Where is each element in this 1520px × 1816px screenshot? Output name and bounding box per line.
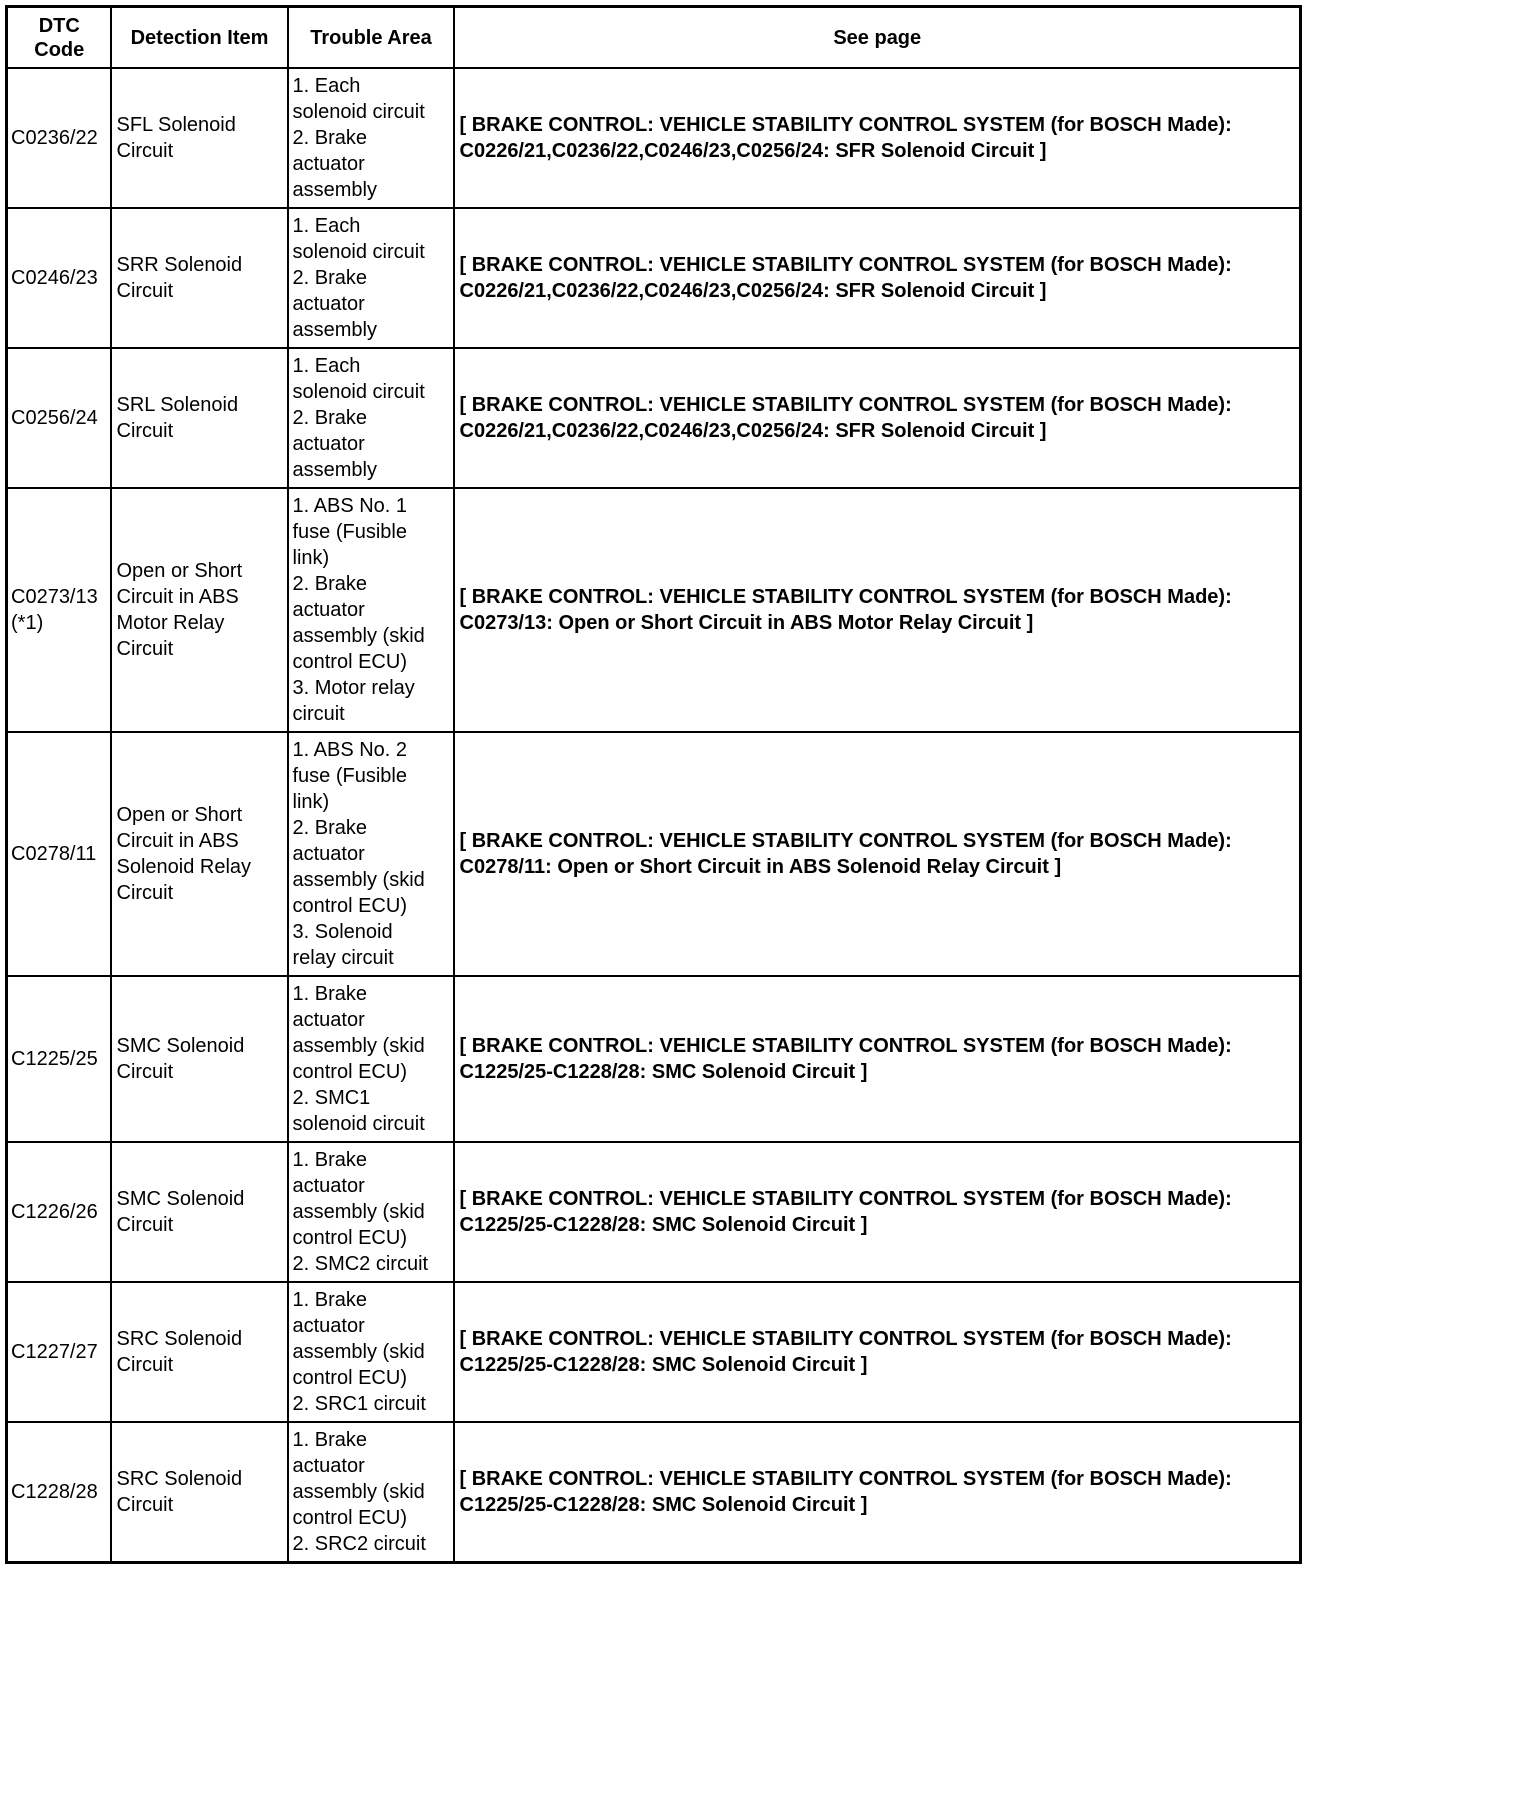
detection-item-cell: SMC Solenoid Circuit	[111, 976, 288, 1142]
table-row	[7, 732, 1301, 976]
dtc-code-cell: C1226/26	[7, 1142, 111, 1282]
see-page-link[interactable]: [ BRAKE CONTROL: VEHICLE STABILITY CONTROL SYSTEM (for BOSCH Made): C0226/21,C0236/22,C0246/23,C0256/24: SFR Solenoid Circuit ]	[454, 348, 1301, 488]
trouble-area-cell: 1. Brake actuator assembly (skid control ECU) 2. SRC1 circuit	[288, 1282, 454, 1422]
detection-item-cell: SRL Solenoid Circuit	[111, 348, 288, 488]
detection-item-cell: Open or Short Circuit in ABS Motor Relay Circuit	[111, 488, 288, 732]
header-dtc-code: DTC Code	[7, 7, 111, 69]
see-page-link[interactable]: [ BRAKE CONTROL: VEHICLE STABILITY CONTROL SYSTEM (for BOSCH Made): C0226/21,C0236/22,C0246/23,C0256/24: SFR Solenoid Circuit ]	[454, 68, 1301, 208]
header-detection-item: Detection Item	[111, 7, 288, 69]
header-trouble-area: Trouble Area	[288, 7, 454, 69]
detection-item-cell: SRC Solenoid Circuit	[111, 1282, 288, 1422]
see-page-link[interactable]: [ BRAKE CONTROL: VEHICLE STABILITY CONTROL SYSTEM (for BOSCH Made): C0278/11: Open or Short Circuit in ABS Solenoid Relay Circuit ]	[454, 732, 1301, 976]
table-row	[7, 488, 1301, 732]
table-row	[7, 208, 1301, 348]
dtc-code-cell: C1225/25	[7, 976, 111, 1142]
header-row	[7, 7, 1301, 69]
header-see-page: See page	[454, 7, 1301, 69]
detection-item-cell: SRR Solenoid Circuit	[111, 208, 288, 348]
table-row	[7, 1422, 1301, 1562]
detection-item-cell: Open or Short Circuit in ABS Solenoid Relay Circuit	[111, 732, 288, 976]
dtc-code-cell: C1228/28	[7, 1422, 111, 1562]
table-row	[7, 976, 1301, 1142]
dtc-code-cell: C0236/22	[7, 68, 111, 208]
trouble-area-cell: 1. Brake actuator assembly (skid control ECU) 2. SMC1 solenoid circuit	[288, 976, 454, 1142]
trouble-area-cell: 1. Each solenoid circuit 2. Brake actuator assembly	[288, 68, 454, 208]
see-page-link[interactable]: [ BRAKE CONTROL: VEHICLE STABILITY CONTROL SYSTEM (for BOSCH Made): C1225/25-C1228/28: SMC Solenoid Circuit ]	[454, 1142, 1301, 1282]
dtc-code-cell: C0273/13 (*1)	[7, 488, 111, 732]
dtc-code-cell: C1227/27	[7, 1282, 111, 1422]
trouble-area-cell: 1. Each solenoid circuit 2. Brake actuator assembly	[288, 348, 454, 488]
trouble-area-cell: 1. Brake actuator assembly (skid control ECU) 2. SRC2 circuit	[288, 1422, 454, 1562]
detection-item-cell: SFL Solenoid Circuit	[111, 68, 288, 208]
dtc-table	[5, 5, 1302, 1564]
see-page-link[interactable]: [ BRAKE CONTROL: VEHICLE STABILITY CONTROL SYSTEM (for BOSCH Made): C0226/21,C0236/22,C0246/23,C0256/24: SFR Solenoid Circuit ]	[454, 208, 1301, 348]
trouble-area-cell: 1. Brake actuator assembly (skid control ECU) 2. SMC2 circuit	[288, 1142, 454, 1282]
trouble-area-cell: 1. ABS No. 1 fuse (Fusible link) 2. Brake actuator assembly (skid control ECU) 3. Motor relay circuit	[288, 488, 454, 732]
see-page-link[interactable]: [ BRAKE CONTROL: VEHICLE STABILITY CONTROL SYSTEM (for BOSCH Made): C1225/25-C1228/28: SMC Solenoid Circuit ]	[454, 1282, 1301, 1422]
detection-item-cell: SRC Solenoid Circuit	[111, 1422, 288, 1562]
see-page-link[interactable]: [ BRAKE CONTROL: VEHICLE STABILITY CONTROL SYSTEM (for BOSCH Made): C1225/25-C1228/28: SMC Solenoid Circuit ]	[454, 1422, 1301, 1562]
see-page-link[interactable]: [ BRAKE CONTROL: VEHICLE STABILITY CONTROL SYSTEM (for BOSCH Made): C1225/25-C1228/28: SMC Solenoid Circuit ]	[454, 976, 1301, 1142]
detection-item-cell: SMC Solenoid Circuit	[111, 1142, 288, 1282]
table-row	[7, 1282, 1301, 1422]
dtc-table-frame	[5, 5, 1302, 1564]
dtc-code-cell: C0246/23	[7, 208, 111, 348]
table-row	[7, 348, 1301, 488]
see-page-link[interactable]: [ BRAKE CONTROL: VEHICLE STABILITY CONTROL SYSTEM (for BOSCH Made): C0273/13: Open or Short Circuit in ABS Motor Relay Circuit ]	[454, 488, 1301, 732]
table-row	[7, 1142, 1301, 1282]
table-row	[7, 68, 1301, 208]
dtc-code-cell: C0256/24	[7, 348, 111, 488]
trouble-area-cell: 1. Each solenoid circuit 2. Brake actuator assembly	[288, 208, 454, 348]
trouble-area-cell: 1. ABS No. 2 fuse (Fusible link) 2. Brake actuator assembly (skid control ECU) 3. Solenoid relay circuit	[288, 732, 454, 976]
dtc-code-cell: C0278/11	[7, 732, 111, 976]
